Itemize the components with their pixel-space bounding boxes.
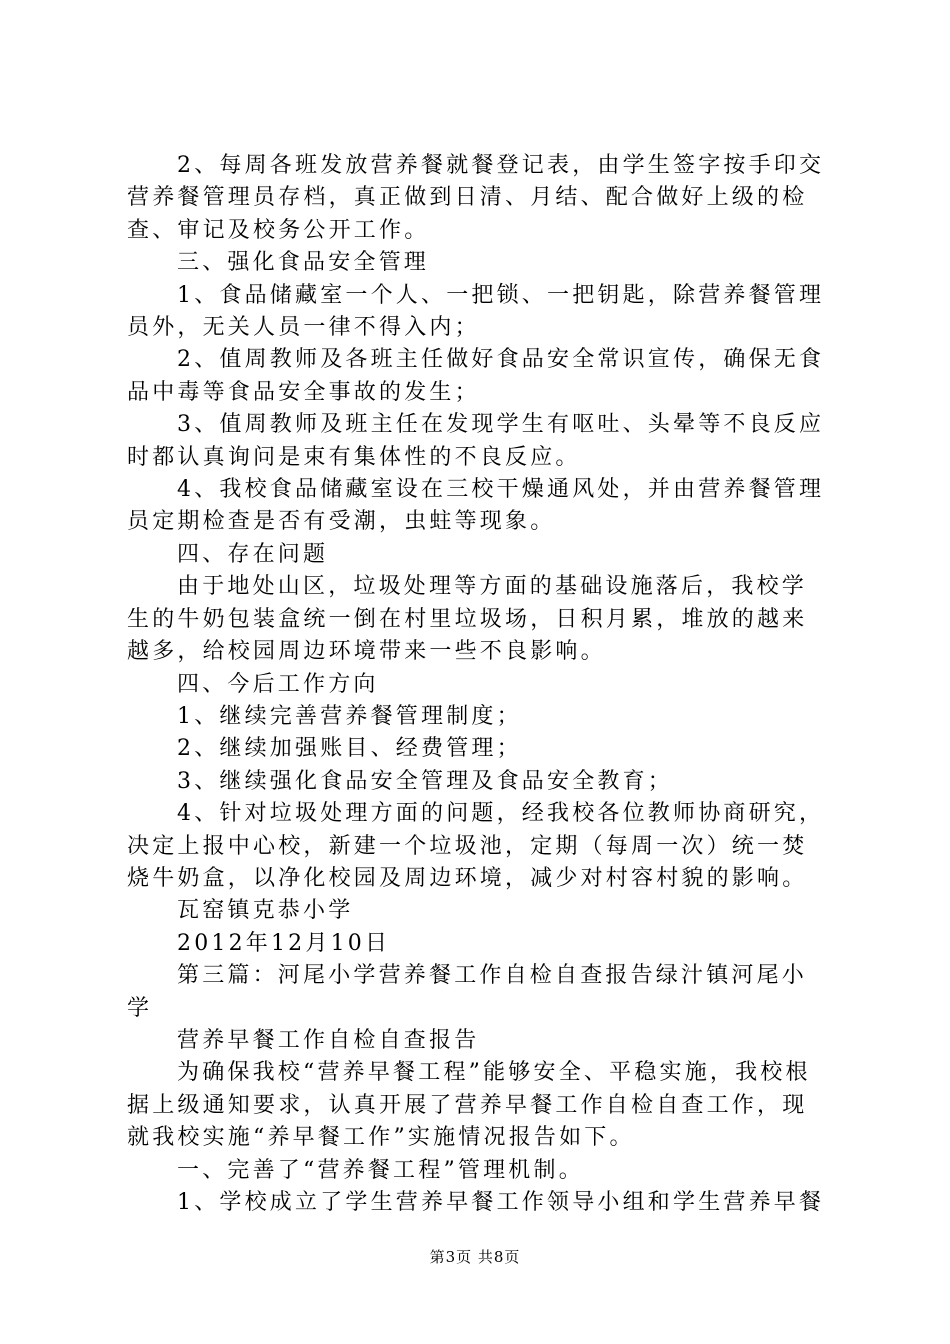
- paragraph: 营养早餐工作自检自查报告: [177, 1027, 480, 1053]
- paragraph: 1、继续完善营养餐管理制度；: [177, 703, 522, 729]
- paragraph: 2012年12月10日: [177, 930, 391, 956]
- paragraph: 1、学校成立了学生营养早餐工作领导小组和学生营养早餐: [177, 1190, 825, 1215]
- paragraph: 2、每周各班发放营养餐就餐登记表，由学生签字按手印交营养餐管理员存档，真正做到日清、月结、配合做好上级的检查、审记及校务公开工作。: [127, 153, 825, 243]
- paragraph: 为确保我校“营养早餐工程”能够安全、平稳实施，我校根据上级通知要求，认真开展了营养早餐工作自检自查工作，现就我校实施“养早餐工作”实施情况报告如下。: [127, 1060, 811, 1151]
- paragraph: 3、继续强化食品安全管理及食品安全教育；: [177, 768, 673, 794]
- document-body: [127, 150, 832, 1219]
- paragraph: 4、针对垃圾处理方面的问题，经我校各位教师协商研究，决定上报中心校，新建一个垃圾池，定期（每周一次）统一焚烧牛奶盒，以净化校园及周边环境，减少对村容村貌的影响。: [127, 801, 825, 891]
- paragraph: 一、完善了“营养餐工程”管理机制。: [177, 1157, 584, 1183]
- page-number-footer: 第3页 共8页: [429, 1248, 521, 1266]
- paragraph: 2、值周教师及各班主任做好食品安全常识宣传，确保无食品中毒等食品安全事故的发生；: [127, 347, 825, 405]
- paragraph: 四、今后工作方向: [177, 671, 379, 697]
- paragraph: 4、我校食品储藏室设在三校干燥通风处，并由营养餐管理员定期检查是否有受潮，虫蛀等现象。: [127, 477, 825, 535]
- paragraph: 四、存在问题: [177, 541, 329, 567]
- paragraph: 由于地处山区，垃圾处理等方面的基础设施落后，我校学生的牛奶包装盒统一倒在村里垃圾场，日积月累，堆放的越来越多，给校园周边环境带来一些不良影响。: [127, 574, 808, 665]
- paragraph: 三、强化食品安全管理: [177, 250, 430, 276]
- paragraph: 1、食品储藏室一个人、一把锁、一把钥匙，除营养餐管理员外，无关人员一律不得入内；: [127, 282, 825, 341]
- paragraph: 2、继续加强账目、经费管理；: [177, 736, 522, 762]
- paragraph: 瓦窑镇克恭小学: [177, 898, 354, 924]
- paragraph: 第三篇：河尾小学营养餐工作自检自查报告绿汁镇河尾小学: [127, 963, 808, 1021]
- paragraph: 3、值周教师及班主任在发现学生有呕吐、头晕等不良反应时都认真询问是束有集体性的不良反应。: [127, 412, 825, 470]
